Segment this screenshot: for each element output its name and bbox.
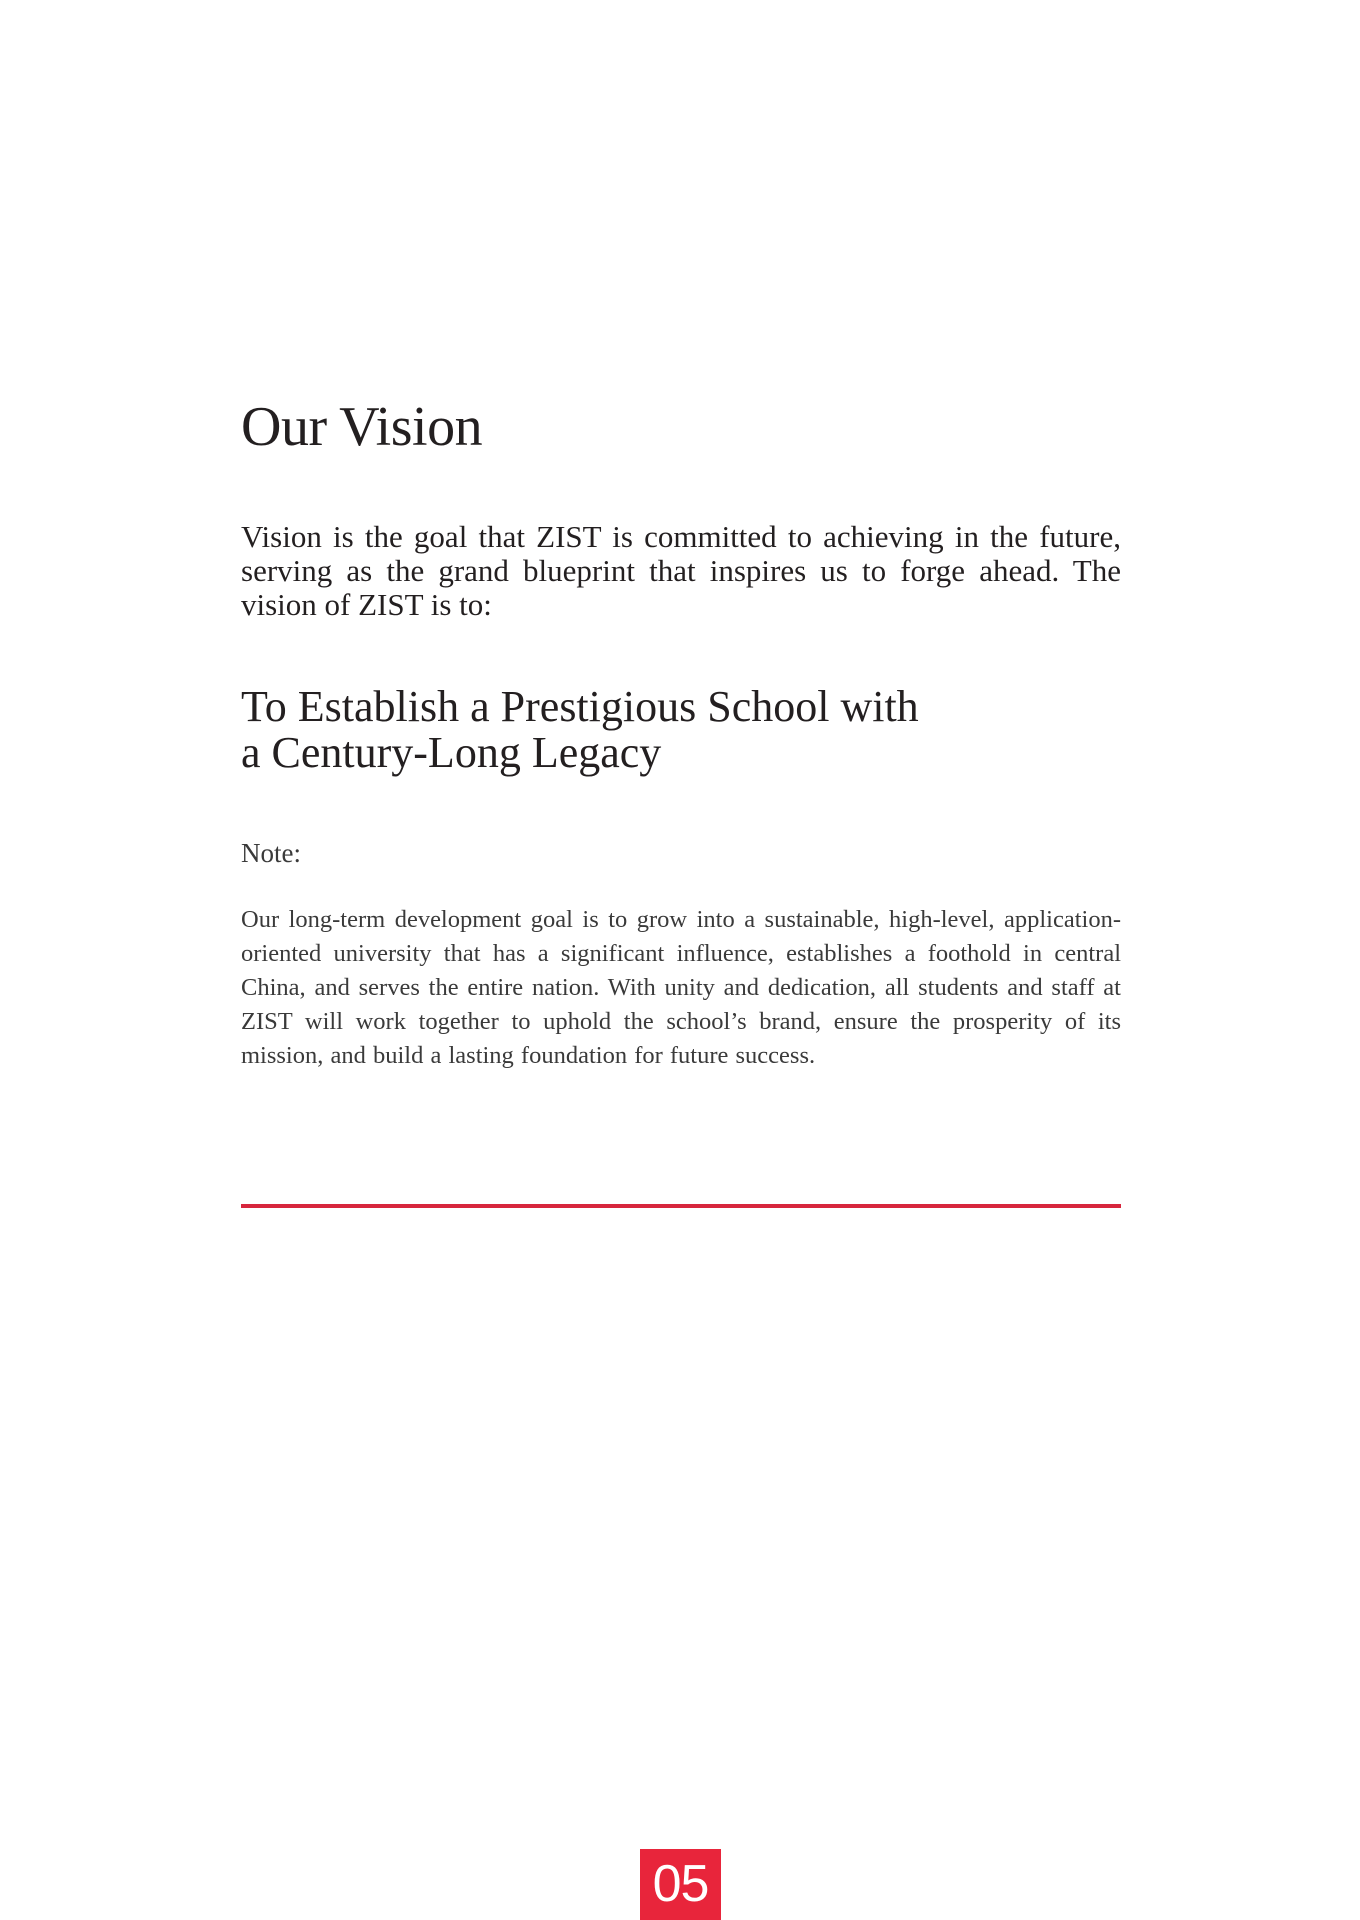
vision-statement-line-2: a Century-Long Legacy (241, 728, 662, 777)
page-title: Our Vision (241, 396, 483, 458)
page-number-badge: 05 (640, 1849, 721, 1920)
vision-statement-line-1: To Establish a Prestigious School with (241, 682, 919, 731)
note-body: Our long-term development goal is to grow into a sustainable, high-level, application-oriented university that has a significant influence, establishes a foothold in central China, and serves the entire nation. With unity and dedication, all students and staff at ZIST will work together to uphold the school’s brand, ensure the prosperity of its mission, and build a lasting foundation for future success. (241, 906, 1121, 1069)
vision-statement (241, 684, 1121, 776)
intro-paragraph: Vision is the goal that ZIST is committed to achieving in the future, serving as the grand blueprint that inspires us to forge ahead. The vision of ZIST is to: (241, 519, 1121, 622)
note-label: Note: (241, 838, 301, 868)
section-divider (241, 1204, 1121, 1208)
